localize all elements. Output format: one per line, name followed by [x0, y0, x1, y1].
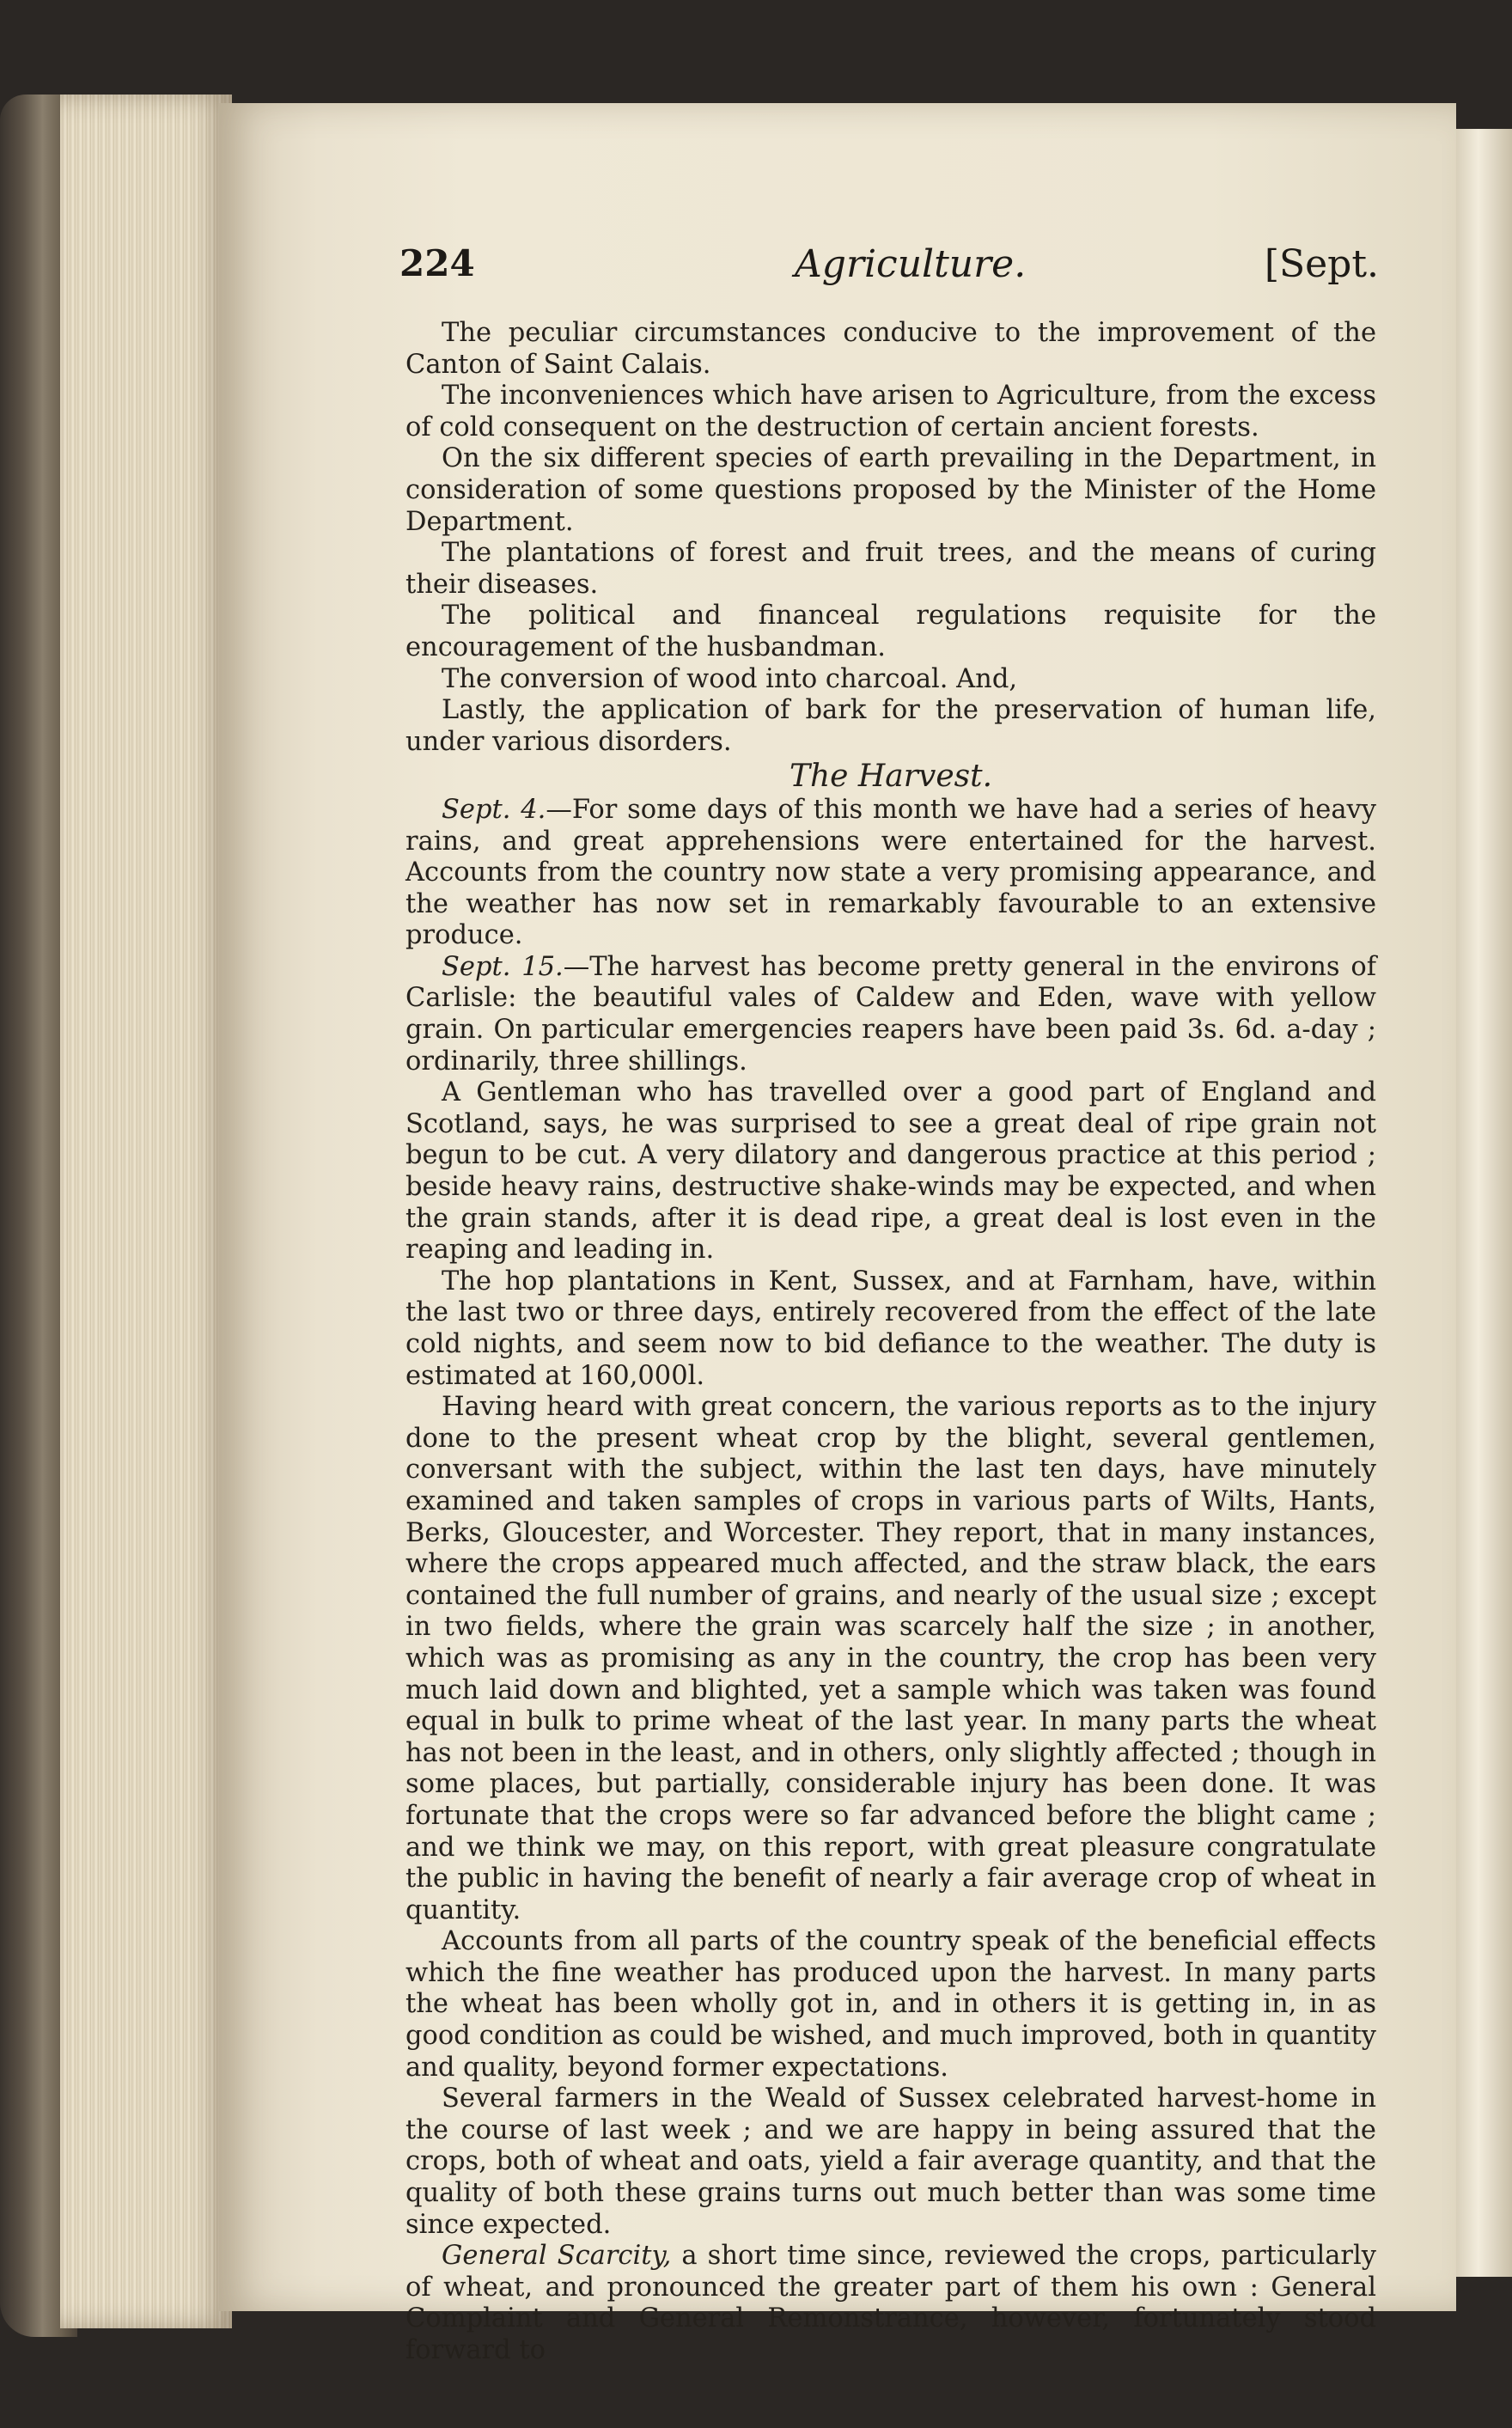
page-number: 224	[399, 242, 475, 284]
topic-item: The peculiar circumstances conducive to the improvement of the Canton of Saint Calais.	[405, 318, 1376, 380]
facing-page-edge	[1456, 129, 1512, 2277]
italic-lead: General Scarcity,	[442, 2241, 672, 2272]
paragraph	[405, 2241, 1376, 2366]
paragraph: A Gentleman who has travelled over a good part of England and Scotland, says, he was surprised to see a great deal of ripe grain not begun to be cut. A very dilatory and dangerous practice at this period ; beside heavy rains, destructive shake-winds may be expected, and when the grain stands, after it is dead ripe, a great deal is lost even in the reaping and leading in.	[405, 1077, 1376, 1266]
paragraph: Several farmers in the Weald of Sussex celebrated harvest-home in the course of last week ; and we are happy in being assured that the crops, both of wheat and oats, yield a fair average quantity, and that the quality of both these grains turns out much better than was some time since expected.	[405, 2083, 1376, 2240]
paragraph-text: —The harvest has become pretty general in the environs of Carlisle: the beautiful vales of Caldew and Eden, wave with yellow grain. On particular emergencies reapers have been paid 3s. 6d. a-day ; ordinarily, three shillings.	[405, 951, 1376, 1077]
topic-item: The plantations of forest and fruit trees, and the means of curing their diseases.	[405, 538, 1376, 600]
body-text	[405, 318, 1376, 2367]
paragraph	[405, 952, 1376, 1077]
page-stack-edge	[60, 95, 232, 2328]
topic-item: The political and financeal regulations requisite for the encouragement of the husbandman.	[405, 601, 1376, 662]
topic-item: Lastly, the application of bark for the preservation of human life, under various disorders.	[405, 695, 1376, 757]
paragraph-text: a short time since, reviewed the crops, particularly of wheat, and pronounced the greater part of them his own : General Complaint and General Remonstrance, however, fortunately stood forward to	[405, 2241, 1376, 2365]
paragraph-text: —For some days of this month we have had a series of heavy rains, and great apprehensions were entertained for the harvest. Accounts from the country now state a very promising appearance, and the weather has now set in remarkably favourable to an extensive produce.	[405, 794, 1376, 951]
paragraph: The hop plantations in Kent, Sussex, and at Farnham, have, within the last two or three days, entirely recovered from the effect of the late cold nights, and seem now to bid defiance to the weather. The duty is estimated at 160,000l.	[405, 1266, 1376, 1391]
topic-item: The conversion of wood into charcoal. And,	[442, 663, 1018, 694]
paragraph: Having heard with great concern, the various reports as to the injury done to the present wheat crop by the blight, several gentlemen, conversant with the subject, within the last ten days, have minutely examined and taken samples of crops in various parts of Wilts, Hants, Berks, Gloucester, and Worcester. They report, that in many instances, where the crops appeared much affected, and the straw black, the ears contained the full number of grains, and nearly of the usual size ; except in two fields, where the grain was scarcely half the size ; in another, which was as promising as any in the country, the crop has been very much laid down and blighted, yet a sample which was taken was found equal in bulk to prime wheat of the last year. In many parts the wheat has not been in the least, and in others, only slightly affected ; though in some places, but partially, considerable injury has been done. It was fortunate that the crops were so far advanced before the blight came ; and we think we may, on this report, with great pleasure congratulate the public in having the benefit of nearly a fair average crop of wheat in quantity.	[405, 1392, 1376, 1925]
running-header	[399, 242, 1379, 294]
paragraph: Accounts from all parts of the country speak of the beneficial effects which the fine weather has produced upon the harvest. In many parts the wheat has been wholly got in, and in others it is getting in, in as good condition as could be wished, and much improved, both in quantity and quality, beyond former expectations.	[405, 1926, 1376, 2083]
date-lead: Sept. 15.	[442, 951, 564, 982]
section-mark: [Sept.	[1264, 242, 1379, 286]
section-heading: The Harvest.	[789, 759, 993, 795]
topic-item: The inconveniences which have arisen to Agriculture, from the excess of cold consequent on the destruction of certain ancient forests.	[405, 381, 1376, 442]
topic-item: On the six different species of earth prevailing in the Department, in consideration of some questions proposed by the Minister of the Home Department.	[405, 443, 1376, 537]
running-title: Agriculture.	[795, 242, 1027, 286]
date-lead: Sept. 4.	[442, 794, 546, 825]
paragraph	[405, 795, 1376, 952]
